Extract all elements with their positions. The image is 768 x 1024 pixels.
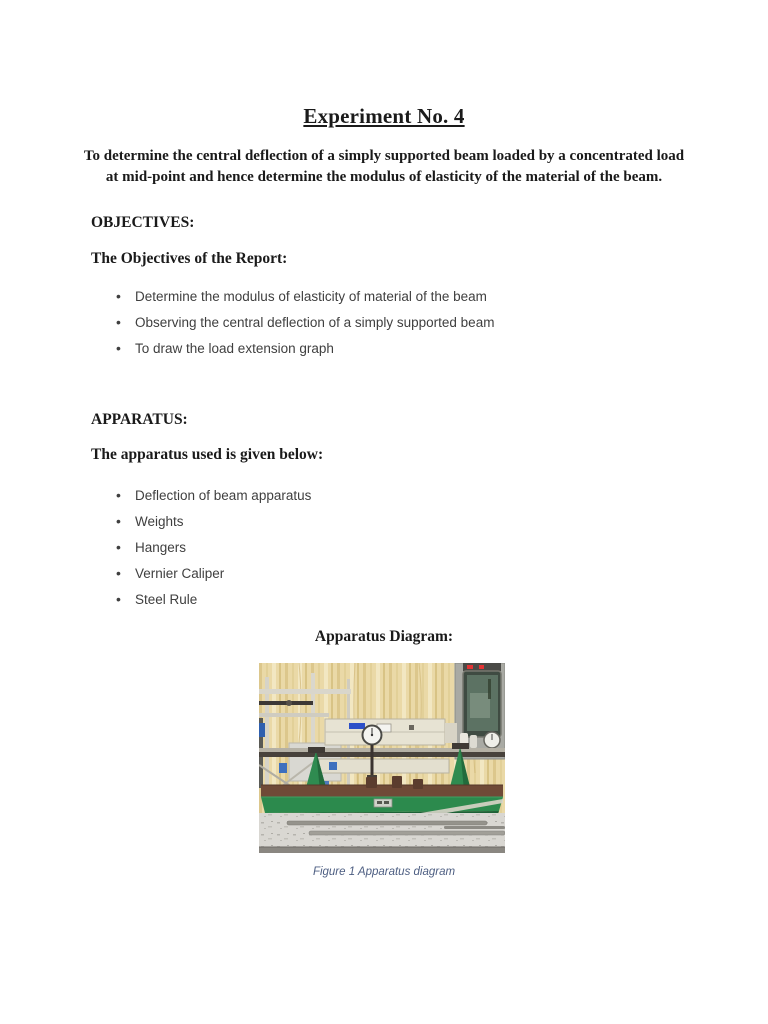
page-title: Experiment No. 4 <box>303 104 465 129</box>
list-item <box>116 591 311 607</box>
list-item <box>116 314 494 330</box>
bullet-icon: • <box>116 314 121 330</box>
list-item <box>116 539 311 555</box>
apparatus-list <box>116 487 311 617</box>
list-item-label: Observing the central deflection of a simply supported beam <box>135 314 495 330</box>
apparatus-diagram-heading: Apparatus Diagram: <box>314 628 454 645</box>
bullet-icon: • <box>116 565 121 581</box>
list-item-label: Weights <box>135 513 184 529</box>
bullet-icon: • <box>116 487 121 503</box>
bullet-icon: • <box>116 591 121 607</box>
list-item <box>116 340 494 356</box>
apparatus-heading: APPARATUS: <box>91 411 188 428</box>
list-item-label: Determine the modulus of elasticity of material of the beam <box>135 288 487 304</box>
bullet-icon: • <box>116 340 121 356</box>
objectives-list <box>116 288 494 366</box>
objectives-subheading: The Objectives of the Report: <box>91 250 288 267</box>
figure-caption: Figure 1 Apparatus diagram <box>312 866 456 878</box>
apparatus-photo <box>259 663 505 853</box>
list-item <box>116 565 311 581</box>
list-item <box>116 513 311 529</box>
objectives-heading: OBJECTIVES: <box>91 214 195 231</box>
bullet-icon: • <box>116 288 121 304</box>
list-item-label: Hangers <box>135 539 187 555</box>
list-item-label: Steel Rule <box>135 591 198 607</box>
apparatus-subheading: The apparatus used is given below: <box>91 446 324 463</box>
bullet-icon: • <box>116 513 121 529</box>
list-item-label: Vernier Caliper <box>135 565 225 581</box>
page-subtitle: To determine the central deflection of a simply supported beam loaded by a concentrated load at mid-point and hence determine the modulus of elasticity of the material of the beam. <box>83 148 685 185</box>
list-item-label: To draw the load extension graph <box>135 340 334 356</box>
list-item <box>116 288 494 304</box>
bullet-icon: • <box>116 539 121 555</box>
list-item-label: Deflection of beam apparatus <box>135 487 312 503</box>
list-item <box>116 487 311 503</box>
